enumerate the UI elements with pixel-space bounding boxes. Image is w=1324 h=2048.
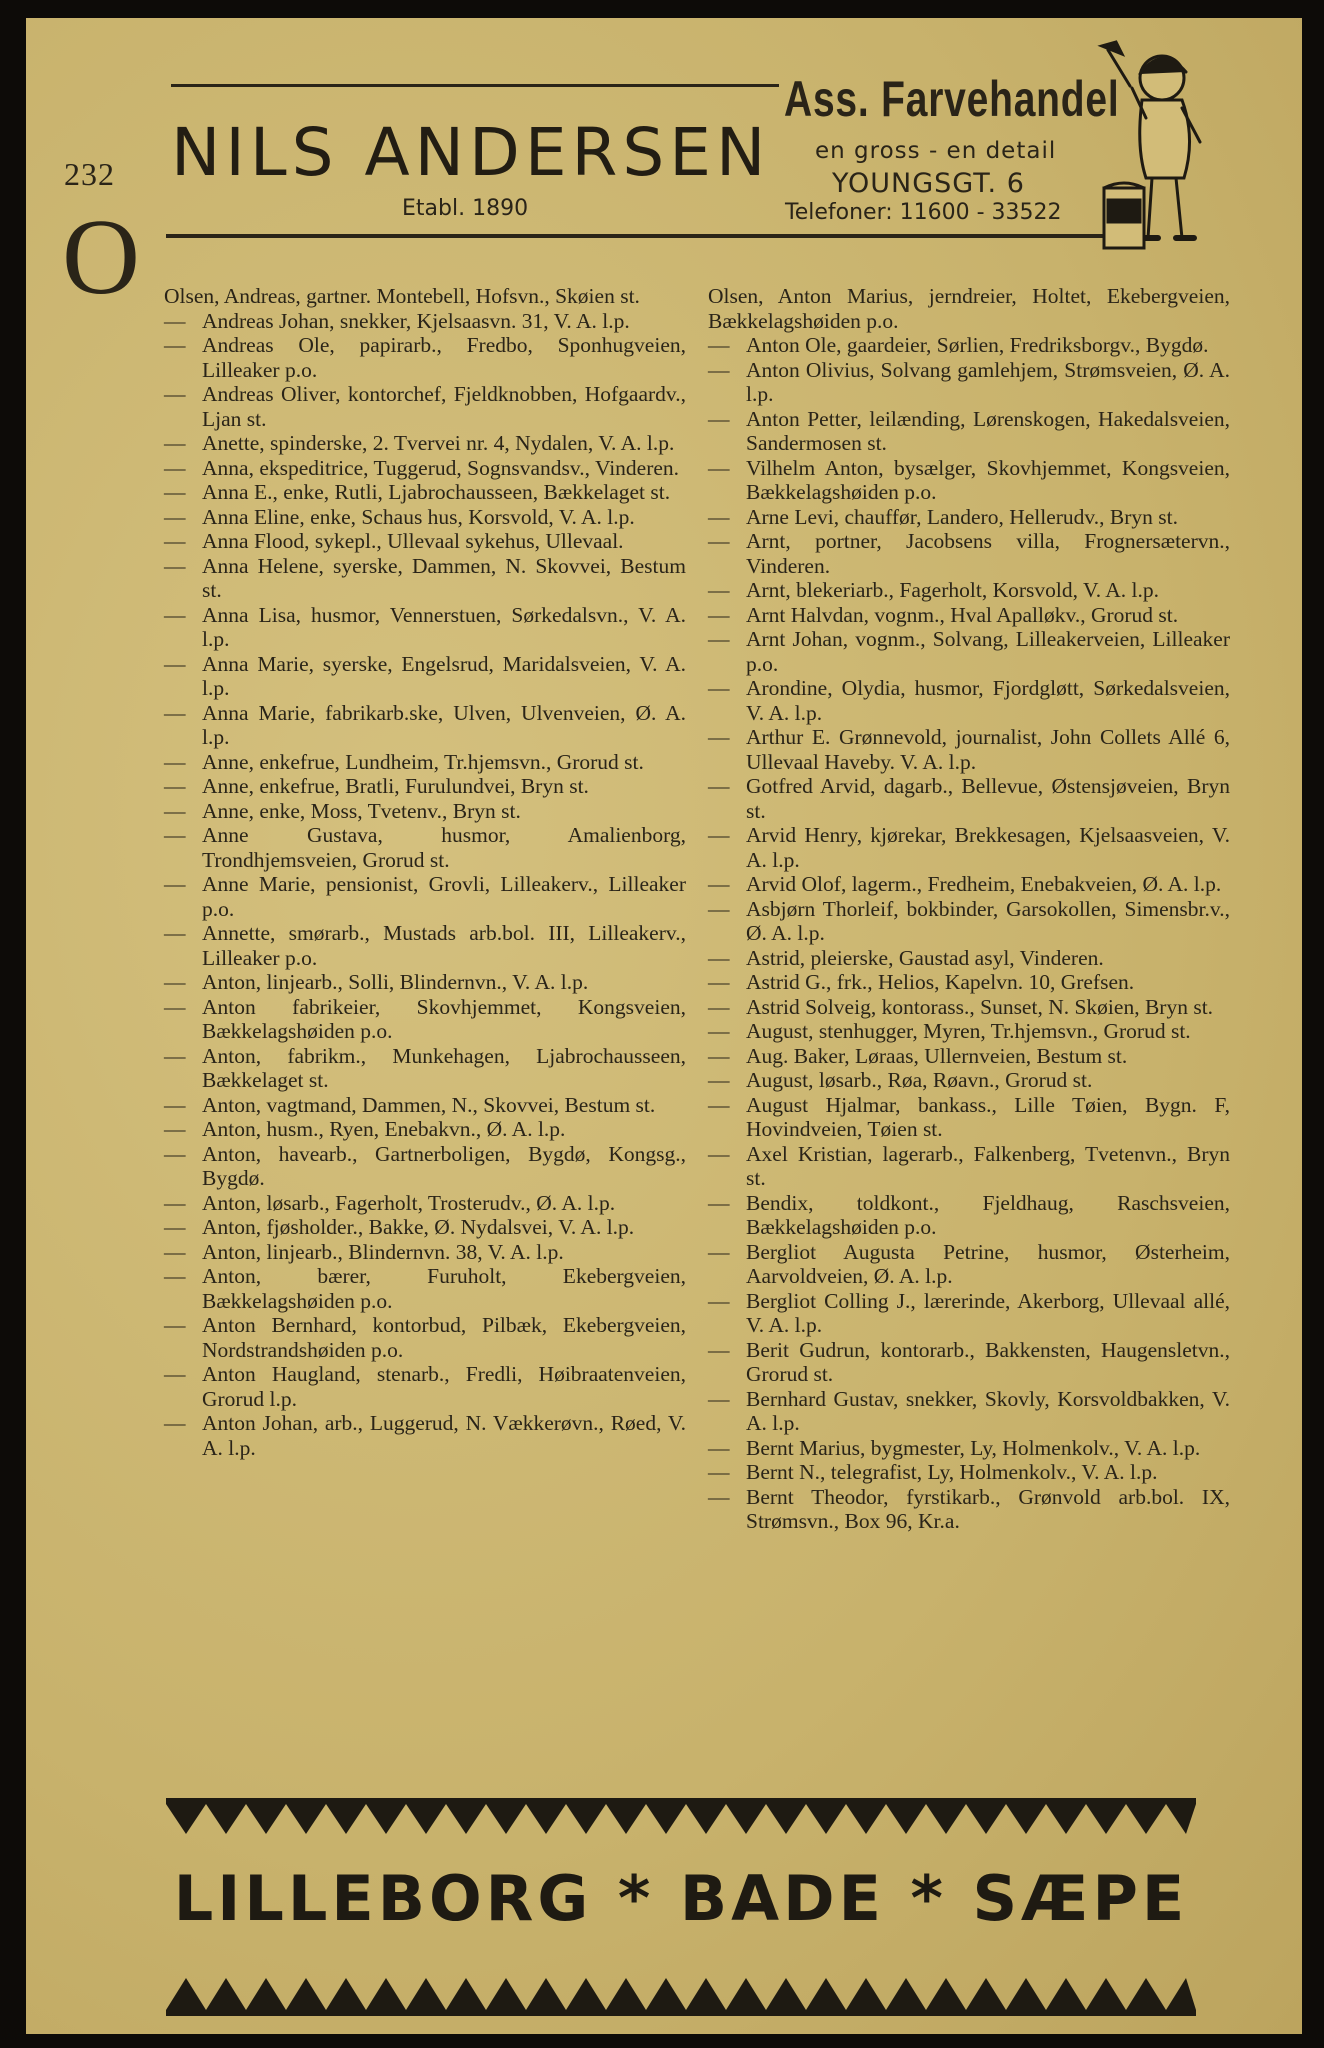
directory-entry <box>164 1093 686 1118</box>
directory-entry <box>164 701 686 750</box>
phone-numbers: Telefoner: 11600 - 33522 <box>785 200 1062 225</box>
entry-text: Anna Eline, enke, Schaus hus, Korsvold, V. A. l.p. <box>202 504 635 529</box>
directory-entry <box>708 676 1230 725</box>
directory-entry <box>164 750 686 775</box>
directory-entry <box>708 1460 1230 1485</box>
entry-dash: — <box>708 676 730 700</box>
directory-entry <box>708 774 1230 823</box>
directory-entry <box>708 1068 1230 1093</box>
entry-text: August Hjalmar, bankass., Lille Tøien, Bygn. F, Hovindveien, Tøien st. <box>746 1092 1230 1141</box>
page-number: 232 <box>64 156 115 192</box>
directory-entry <box>164 480 686 505</box>
entry-text: Anton, løsarb., Fagerholt, Trosterudv., Ø. A. l.p. <box>202 1190 616 1215</box>
entry-dash: — <box>708 455 730 480</box>
entry-dash: — <box>164 1117 186 1141</box>
entry-dash: — <box>164 431 186 455</box>
entry-text: Arnt, blekeriarb., Fagerholt, Korsvold, V. A. l.p. <box>746 578 1160 602</box>
directory-entry <box>164 309 686 334</box>
directory-entry <box>164 554 686 603</box>
entry-dash: — <box>708 1043 730 1068</box>
entry-dash: — <box>708 578 730 602</box>
directory-entry <box>708 529 1230 578</box>
directory-entry <box>708 946 1230 971</box>
entry-text: Bernhard Gustav, snekker, Skovly, Korsvoldbakken, V. A. l.p. <box>746 1386 1230 1435</box>
directory-entry <box>708 1338 1230 1387</box>
entry-text: Astrid Solveig, kontorass., Sunset, N. Skøien, Bryn st. <box>746 994 1214 1019</box>
entry-dash: — <box>164 382 186 406</box>
entry-text: Anton fabrikeier, Skovhjemmet, Kongsveien, Bækkelagshøiden p.o. <box>202 994 686 1043</box>
entry-text: Astrid G., frk., Helios, Kapelvn. 10, Grefsen. <box>746 970 1135 994</box>
entry-text: Andreas Johan, snekker, Kjelsaasvn. 31, V. A. l.p. <box>202 308 630 333</box>
entry-text: Andreas Ole, papirarb., Fredbo, Sponhugveien, Lilleaker p.o. <box>202 333 686 382</box>
directory-entry <box>708 1289 1230 1338</box>
directory-entry <box>164 1215 686 1240</box>
entry-dash: — <box>164 970 186 994</box>
entry-dash: — <box>164 1141 186 1166</box>
entry-text: Anton, fabrikm., Munkehagen, Ljabrochausseen, Bækkelaget st. <box>202 1043 686 1092</box>
entry-dash: — <box>708 1337 730 1362</box>
entry-text: Anton Ole, gaardeier, Sørlien, Fredriksborgv., Bygdø. <box>746 333 1209 357</box>
entry-dash: — <box>164 1092 186 1117</box>
entry-dash: — <box>164 455 186 480</box>
directory-entry <box>708 1191 1230 1240</box>
established-year: Etabl. 1890 <box>402 196 529 221</box>
directory-entry <box>708 1485 1230 1534</box>
directory-entry <box>708 872 1230 897</box>
entry-dash: — <box>708 872 730 896</box>
entry-dash: — <box>164 602 186 627</box>
entry-text: Anton Petter, leilænding, Lørenskogen, Hakedalsveien, Sandermosen st. <box>746 406 1230 455</box>
entry-text: Bernt Theodor, fyrstikarb., Grønvold arb.bol. IX, Strømsvn., Box 96, Kr.a. <box>746 1484 1230 1533</box>
entry-dash: — <box>708 333 730 357</box>
entry-text: Anne, enkefrue, Lundheim, Tr.hjemsvn., Grorud st. <box>202 749 644 774</box>
directory-entry <box>708 1387 1230 1436</box>
entry-dash: — <box>708 725 730 749</box>
entry-text: Anton, havearb., Gartnerboligen, Bygdø, Kongsg., Bygdø. <box>202 1141 686 1190</box>
entry-text: Arvid Olof, lagerm., Fredheim, Enebakveien, Ø. A. l.p. <box>746 872 1222 896</box>
entry-dash: — <box>708 823 730 847</box>
right-column <box>708 284 1230 1534</box>
header-bottom-rule <box>166 234 1124 238</box>
entry-dash: — <box>708 774 730 798</box>
entry-dash: — <box>708 1141 730 1166</box>
directory-entry <box>164 1411 686 1460</box>
entry-dash: — <box>708 1068 730 1092</box>
directory-entry <box>708 627 1230 676</box>
entry-dash: — <box>164 700 186 725</box>
section-initial: O <box>62 198 140 317</box>
entry-text: Bendix, toldkont., Fjeldhaug, Raschsveien, Bækkelagshøiden p.o. <box>746 1190 1230 1239</box>
entry-dash: — <box>708 406 730 431</box>
entry-dash: — <box>708 1460 730 1484</box>
entry-dash: — <box>708 945 730 970</box>
directory-entry <box>708 1142 1230 1191</box>
entry-text: Arnt Johan, vognm., Solvang, Lilleakerveien, Lilleaker p.o. <box>746 627 1230 676</box>
entry-dash: — <box>708 1019 730 1043</box>
entry-text: Olsen, Andreas, gartner. Montebell, Hofsvn., Skøien st. <box>164 284 640 308</box>
entry-text: Arthur E. Grønnevold, journalist, John Collets Allé 6, Ullevaal Haveby. V. A. l.p. <box>746 725 1230 774</box>
entry-text: Anton, bærer, Furuholt, Ekebergveien, Bækkelagshøiden p.o. <box>202 1264 686 1313</box>
entry-text: Anna Marie, syerske, Engelsrud, Maridalsveien, V. A. l.p. <box>202 651 686 700</box>
entry-text: Anton, vagtmand, Dammen, N., Skovvei, Bestum st. <box>202 1092 656 1117</box>
entry-dash: — <box>164 823 186 847</box>
top-zigzag-border <box>166 1798 1196 1838</box>
directory-entry <box>164 456 686 481</box>
entry-text: Arnt, portner, Jacobsens villa, Frognersætervn., Vinderen. <box>746 529 1230 578</box>
entry-text: Anton Haugland, stenarb., Fredli, Høibraatenveien, Grorud l.p. <box>202 1362 686 1411</box>
entry-dash: — <box>708 1484 730 1509</box>
left-column <box>164 284 686 1460</box>
directory-entry <box>708 970 1230 995</box>
entry-dash: — <box>164 1239 186 1264</box>
directory-entry <box>164 1240 686 1265</box>
bottom-zigzag-border <box>166 1974 1196 2016</box>
entry-text: Bernt N., telegrafist, Ly, Holmenkolv., V. A. l.p. <box>746 1460 1158 1484</box>
entry-text: Berit Gudrun, kontorarb., Bakkensten, Haugensletvn., Grorud st. <box>746 1337 1230 1386</box>
entry-dash: — <box>708 970 730 994</box>
entry-text: Anton, husm., Ryen, Enebakvn., Ø. A. l.p. <box>202 1117 566 1141</box>
entry-dash: — <box>708 1092 730 1117</box>
directory-entry <box>708 995 1230 1020</box>
entry-dash: — <box>164 529 186 553</box>
entry-dash: — <box>708 1435 730 1460</box>
directory-entry <box>708 1044 1230 1069</box>
entry-text: Anton Olivius, Solvang gamlehjem, Strømsveien, Ø. A. l.p. <box>746 357 1230 406</box>
directory-entry <box>708 603 1230 628</box>
entry-dash: — <box>708 627 730 651</box>
entry-dash: — <box>164 994 186 1019</box>
entry-dash: — <box>164 1190 186 1215</box>
entry-text: Anton, linjearb., Blindernvn. 38, V. A. l.p. <box>202 1239 564 1264</box>
directory-entry <box>164 970 686 995</box>
directory-entry <box>708 897 1230 946</box>
entry-text: Astrid, pleierske, Gaustad asyl, Vinderen. <box>746 945 1104 970</box>
entry-text: Anton, fjøsholder., Bakke, Ø. Nydalsvei, V. A. l.p. <box>202 1215 635 1239</box>
entry-text: Anna Flood, sykepl., Ullevaal sykehus, Ullevaal. <box>202 529 624 553</box>
entry-dash: — <box>164 651 186 676</box>
painter-figure-icon <box>1096 38 1216 268</box>
advertiser-name: NILS ANDERSEN <box>171 114 771 191</box>
directory-entry <box>708 578 1230 603</box>
entry-text: Anne Marie, pensionist, Grovli, Lilleakerv., Lilleaker p.o. <box>202 872 686 921</box>
entry-dash: — <box>164 1264 186 1288</box>
entry-text: Vilhelm Anton, bysælger, Skovhjemmet, Kongsveien, Bækkelagshøiden p.o. <box>746 455 1230 504</box>
directory-entry <box>164 1142 686 1191</box>
directory-entry <box>164 823 686 872</box>
directory-page <box>26 18 1302 2034</box>
entry-dash: — <box>708 602 730 627</box>
entry-text: August, stenhugger, Myren, Tr.hjemsvn., Grorud st. <box>746 1019 1191 1043</box>
street-address: YOUNGSGT. 6 <box>832 168 1025 199</box>
directory-entry <box>164 995 686 1044</box>
entry-dash: — <box>164 308 186 333</box>
directory-entry <box>708 505 1230 530</box>
directory-entry <box>164 774 686 799</box>
entry-text: Anna E., enke, Rutli, Ljabrochausseen, Bækkelaget st. <box>202 480 671 504</box>
directory-entry <box>708 284 1230 333</box>
entry-dash: — <box>708 529 730 553</box>
directory-entry <box>164 1191 686 1216</box>
entry-dash: — <box>708 1386 730 1411</box>
directory-entry <box>164 799 686 824</box>
entry-dash: — <box>708 1239 730 1264</box>
header-top-rule <box>171 84 779 87</box>
entry-text: Arne Levi, chauffør, Landero, Hellerudv., Bryn st. <box>746 504 1178 529</box>
directory-entry <box>164 284 686 309</box>
directory-entry <box>708 725 1230 774</box>
directory-entry <box>164 652 686 701</box>
entry-text: Anna Lisa, husmor, Vennerstuen, Sørkedalsvn., V. A. l.p. <box>202 602 686 651</box>
entry-text: Anne, enkefrue, Bratli, Furulundvei, Bryn st. <box>202 774 589 798</box>
directory-entry <box>164 1362 686 1411</box>
entry-text: Gotfred Arvid, dagarb., Bellevue, Østensjøveien, Bryn st. <box>746 774 1230 823</box>
entry-dash: — <box>708 896 730 921</box>
entry-dash: — <box>164 1215 186 1239</box>
directory-entry <box>708 1093 1230 1142</box>
entry-text: Anton Johan, arb., Luggerud, N. Vækkerøvn., Røed, V. A. l.p. <box>202 1411 686 1460</box>
soap-advertisement-banner <box>126 1798 1236 2016</box>
directory-entry <box>164 872 686 921</box>
entry-text: Anne, enke, Moss, Tvetenv., Bryn st. <box>202 798 521 823</box>
directory-entry <box>164 431 686 456</box>
entry-text: Anton, linjearb., Solli, Blindernvn., V. A. l.p. <box>202 970 589 994</box>
directory-entry <box>708 823 1230 872</box>
directory-entry <box>164 1264 686 1313</box>
entry-text: Axel Kristian, lagerarb., Falkenberg, Tvetenvn., Bryn st. <box>746 1141 1230 1190</box>
entry-dash: — <box>708 1190 730 1215</box>
entry-text: Anette, spinderske, 2. Tvervei nr. 4, Nydalen, V. A. l.p. <box>202 431 675 455</box>
entry-text: Bernt Marius, bygmester, Ly, Holmenkolv., V. A. l.p. <box>746 1435 1201 1460</box>
entry-dash: — <box>708 504 730 529</box>
entry-text: Bergliot Augusta Petrine, husmor, Østerheim, Aarvoldveien, Ø. A. l.p. <box>746 1239 1230 1288</box>
directory-entry <box>164 1044 686 1093</box>
entry-dash: — <box>708 994 730 1019</box>
directory-entry <box>708 333 1230 358</box>
directory-entry <box>164 921 686 970</box>
entry-dash: — <box>164 1411 186 1435</box>
directory-entry <box>164 333 686 382</box>
entry-dash: — <box>164 774 186 798</box>
entry-text: Arondine, Olydia, husmor, Fjordgløtt, Sørkedalsveien, V. A. l.p. <box>746 676 1230 725</box>
directory-entry <box>708 1019 1230 1044</box>
entry-dash: — <box>164 921 186 945</box>
entry-text: Andreas Oliver, kontorchef, Fjeldknobben, Hofgaardv., Ljan st. <box>202 382 686 431</box>
entry-dash: — <box>708 357 730 382</box>
entry-text: Asbjørn Thorleif, bokbinder, Garsokollen, Simensbr.v., Ø. A. l.p. <box>746 896 1230 945</box>
entry-text: Anne Gustava, husmor, Amalienborg, Trondhjemsveien, Grorud st. <box>202 823 686 872</box>
entry-text: Olsen, Anton Marius, jerndreier, Holtet, Ekebergveien, Bækkelagshøiden p.o. <box>708 284 1230 333</box>
entry-dash: — <box>164 749 186 774</box>
entry-text: Arnt Halvdan, vognm., Hval Apalløkv., Grorud st. <box>746 602 1179 627</box>
directory-entry <box>708 1240 1230 1289</box>
entry-text: Arvid Henry, kjørekar, Brekkesagen, Kjelsaasveien, V. A. l.p. <box>746 823 1230 872</box>
entry-dash: — <box>708 1288 730 1313</box>
entry-text: Annette, smørarb., Mustads arb.bol. III, Lilleakerv., Lilleaker p.o. <box>202 921 686 970</box>
directory-entry <box>164 1313 686 1362</box>
entry-dash: — <box>164 480 186 504</box>
trade-type: en gross - en detail <box>815 138 1057 164</box>
directory-entry <box>164 505 686 530</box>
entry-dash: — <box>164 1313 186 1337</box>
directory-entry <box>708 1436 1230 1461</box>
shop-type: Ass. Farvehandel <box>784 71 1120 127</box>
entry-text: Aug. Baker, Løraas, Ullernveien, Bestum st. <box>746 1043 1128 1068</box>
entry-dash: — <box>164 872 186 896</box>
entry-dash: — <box>164 1043 186 1068</box>
directory-entry <box>164 603 686 652</box>
entry-text: August, løsarb., Røa, Røavn., Grorud st. <box>746 1068 1093 1092</box>
entry-dash: — <box>164 333 186 357</box>
entry-dash: — <box>164 504 186 529</box>
entry-text: Bergliot Colling J., lærerinde, Akerborg, Ullevaal allé, V. A. l.p. <box>746 1288 1230 1337</box>
entry-dash: — <box>164 553 186 578</box>
entry-dash: — <box>164 1362 186 1386</box>
banner-slogan: LILLEBORG * BADE * SÆPE <box>173 1862 1189 1935</box>
entry-text: Anna, ekspeditrice, Tuggerud, Sognsvandsv., Vinderen. <box>202 455 680 480</box>
entry-text: Anton Bernhard, kontorbud, Pilbæk, Ekebergveien, Nordstrandshøiden p.o. <box>202 1313 686 1362</box>
entry-text: Anna Marie, fabrikarb.ske, Ulven, Ulvenveien, Ø. A. l.p. <box>202 700 686 749</box>
entry-dash: — <box>164 798 186 823</box>
entry-text: Anna Helene, syerske, Dammen, N. Skovvei, Bestum st. <box>202 553 686 602</box>
directory-entry <box>164 529 686 554</box>
directory-entry <box>708 407 1230 456</box>
directory-entry <box>708 456 1230 505</box>
directory-entry <box>164 1117 686 1142</box>
directory-entry <box>708 358 1230 407</box>
directory-entry <box>164 382 686 431</box>
